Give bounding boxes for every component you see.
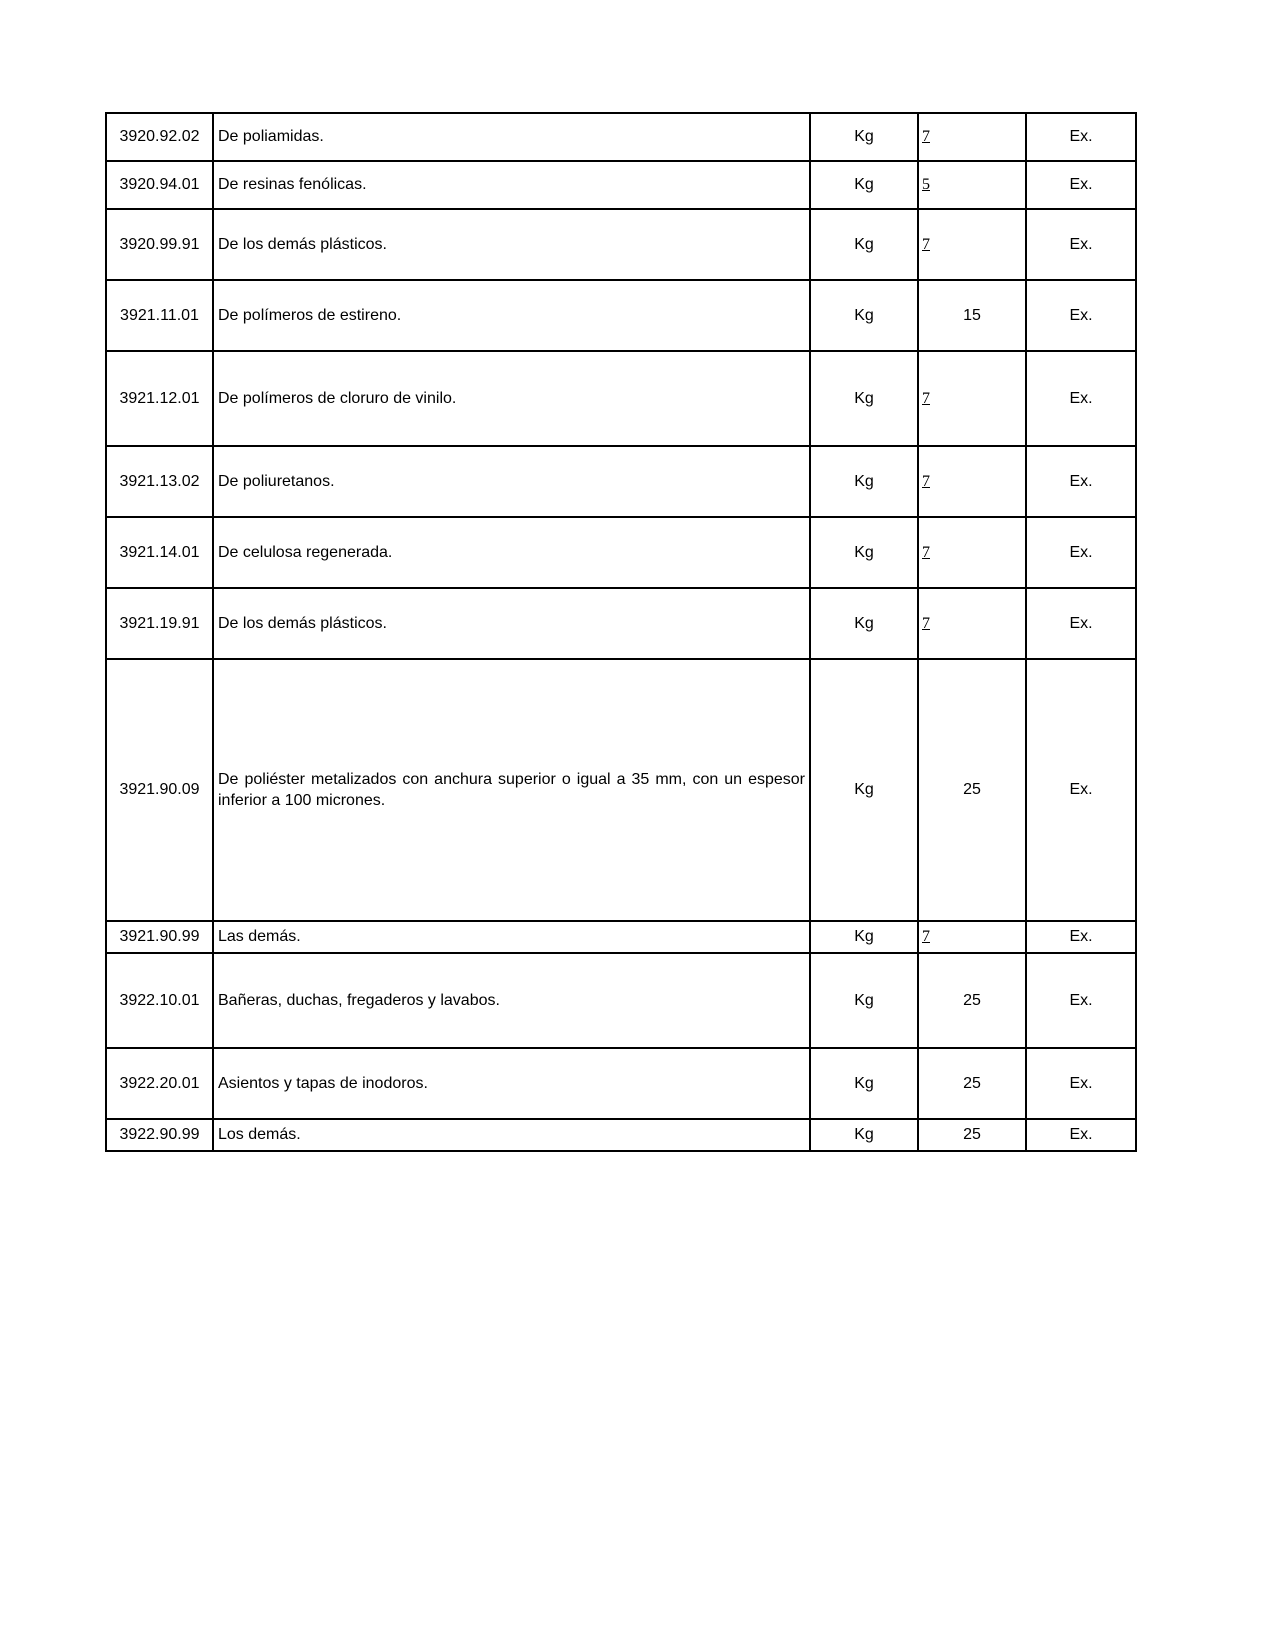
table-row (106, 280, 1136, 351)
amended-rate-value: 7 (922, 235, 930, 253)
amended-rate-value: 7 (922, 928, 930, 945)
amended-rate-value: 7 (922, 614, 930, 632)
export-rate: Ex. (1026, 1119, 1136, 1151)
tariff-code: 3921.12.01 (106, 351, 213, 446)
amended-rate-value: 7 (922, 472, 930, 490)
tariff-code: 3920.94.01 (106, 161, 213, 209)
description: De los demás plásticos. (213, 588, 810, 659)
export-rate: Ex. (1026, 161, 1136, 209)
unit-of-measure: Kg (810, 351, 918, 446)
export-rate: Ex. (1026, 209, 1136, 280)
import-rate (918, 446, 1026, 517)
import-rate (918, 588, 1026, 659)
description: Bañeras, duchas, fregaderos y lavabos. (213, 953, 810, 1048)
unit-of-measure: Kg (810, 113, 918, 161)
table-row (106, 588, 1136, 659)
table-row (106, 921, 1136, 953)
export-rate: Ex. (1026, 953, 1136, 1048)
tariff-code: 3921.19.91 (106, 588, 213, 659)
description: De los demás plásticos. (213, 209, 810, 280)
export-rate: Ex. (1026, 446, 1136, 517)
description: De celulosa regenerada. (213, 517, 810, 588)
unit-of-measure: Kg (810, 659, 918, 921)
tariff-code: 3920.92.02 (106, 113, 213, 161)
tariff-code: 3922.90.99 (106, 1119, 213, 1151)
tariff-code: 3921.13.02 (106, 446, 213, 517)
table-row (106, 953, 1136, 1048)
tariff-code: 3922.20.01 (106, 1048, 213, 1119)
description: De resinas fenólicas. (213, 161, 810, 209)
tariff-code: 3921.90.99 (106, 921, 213, 953)
unit-of-measure: Kg (810, 953, 918, 1048)
description: Las demás. (213, 921, 810, 953)
tariff-code: 3921.14.01 (106, 517, 213, 588)
amended-rate-value: 5 (922, 176, 930, 193)
export-rate: Ex. (1026, 659, 1136, 921)
table-row (106, 1048, 1136, 1119)
import-rate: 25 (918, 1119, 1026, 1151)
table-row (106, 1119, 1136, 1151)
amended-rate-value: 7 (922, 389, 930, 407)
unit-of-measure: Kg (810, 1048, 918, 1119)
amended-rate-value: 7 (922, 543, 930, 561)
unit-of-measure: Kg (810, 588, 918, 659)
description: Asientos y tapas de inodoros. (213, 1048, 810, 1119)
table-row (106, 446, 1136, 517)
import-rate (918, 351, 1026, 446)
description: De poliuretanos. (213, 446, 810, 517)
tariff-code: 3922.10.01 (106, 953, 213, 1048)
export-rate: Ex. (1026, 1048, 1136, 1119)
description: De poliamidas. (213, 113, 810, 161)
unit-of-measure: Kg (810, 280, 918, 351)
unit-of-measure: Kg (810, 209, 918, 280)
unit-of-measure: Kg (810, 1119, 918, 1151)
tariff-table (105, 112, 1137, 1152)
description: De polímeros de cloruro de vinilo. (213, 351, 810, 446)
import-rate (918, 921, 1026, 953)
import-rate: 25 (918, 1048, 1026, 1119)
unit-of-measure: Kg (810, 161, 918, 209)
export-rate: Ex. (1026, 517, 1136, 588)
amended-rate-value: 7 (922, 128, 930, 145)
table-row (106, 659, 1136, 921)
description: De poliéster metalizados con anchura superior o igual a 35 mm, con un espesor inferior a 100 micrones. (213, 659, 810, 921)
description: De polímeros de estireno. (213, 280, 810, 351)
export-rate: Ex. (1026, 351, 1136, 446)
import-rate (918, 209, 1026, 280)
import-rate (918, 113, 1026, 161)
table-row (106, 517, 1136, 588)
tariff-code: 3921.90.09 (106, 659, 213, 921)
export-rate: Ex. (1026, 113, 1136, 161)
unit-of-measure: Kg (810, 446, 918, 517)
import-rate: 25 (918, 659, 1026, 921)
export-rate: Ex. (1026, 280, 1136, 351)
import-rate: 15 (918, 280, 1026, 351)
description: Los demás. (213, 1119, 810, 1151)
export-rate: Ex. (1026, 588, 1136, 659)
unit-of-measure: Kg (810, 921, 918, 953)
table-row (106, 161, 1136, 209)
tariff-code: 3921.11.01 (106, 280, 213, 351)
import-rate (918, 161, 1026, 209)
table-row (106, 113, 1136, 161)
import-rate (918, 517, 1026, 588)
export-rate: Ex. (1026, 921, 1136, 953)
tariff-code: 3920.99.91 (106, 209, 213, 280)
table-row (106, 351, 1136, 446)
table-row (106, 209, 1136, 280)
unit-of-measure: Kg (810, 517, 918, 588)
import-rate: 25 (918, 953, 1026, 1048)
